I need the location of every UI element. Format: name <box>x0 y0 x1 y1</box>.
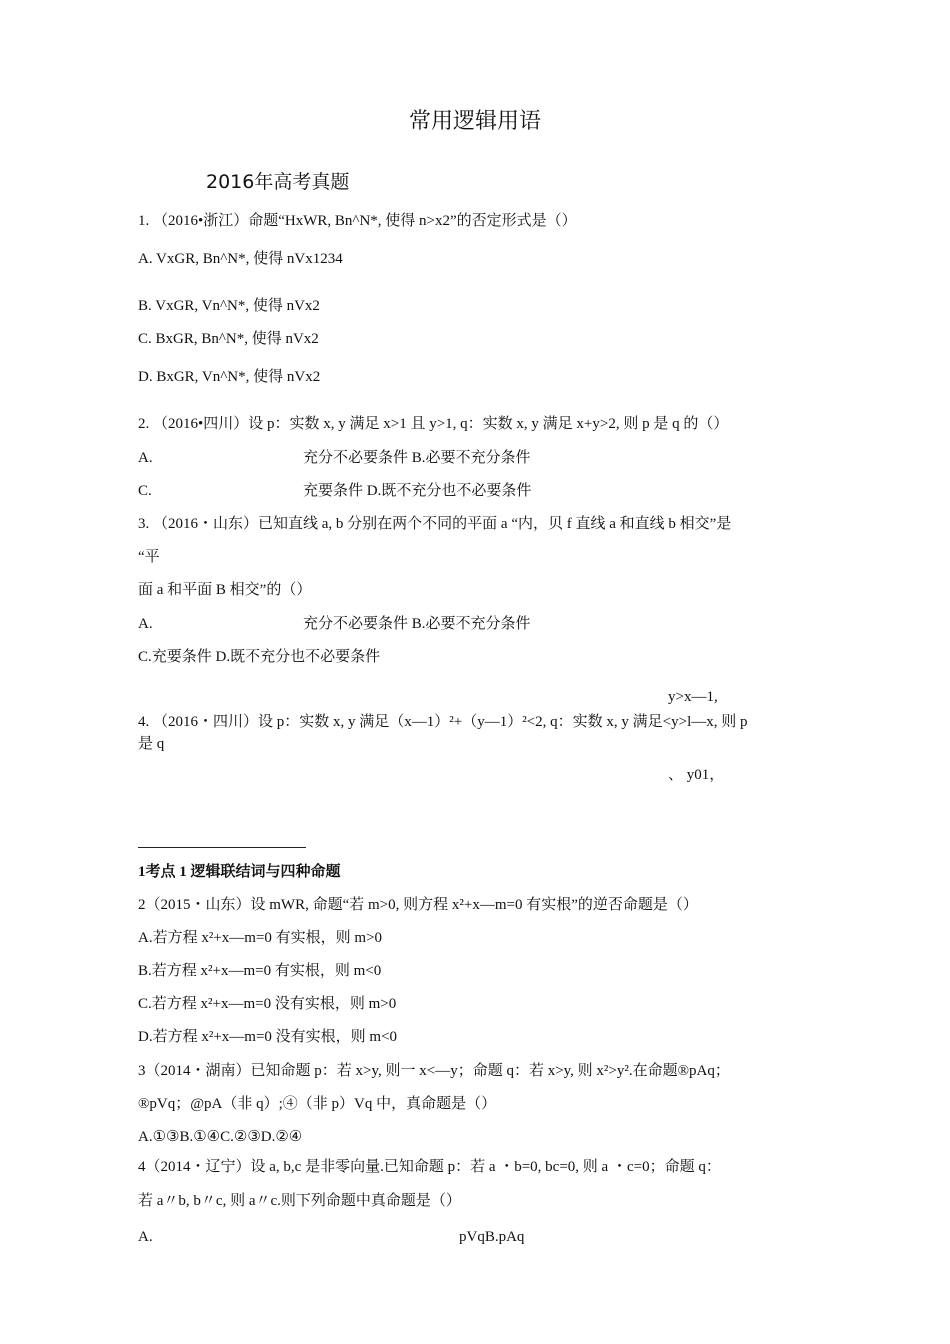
question-3-stem: 3. （2016・山东）已知直线 a, b 分别在两个不同的平面 a “内，贝 f 直线 a 和直线 b 相交”是 <box>138 516 732 532</box>
question-5-stem: 2（2015・山东）设 mWR, 命题“若 m>0, 则方程 x²+x—m=0 有实根”的逆否命题是（） <box>138 897 698 913</box>
question-7-option-a-text: pVqB.pAq <box>459 1229 525 1245</box>
question-3-option-a-letter: A. <box>138 616 153 632</box>
question-7-stem-cont: 若 a〃b, b〃c, 则 a〃c.则下列命题中真命题是（） <box>138 1193 461 1209</box>
question-1-option-d: D. BxGR, Vn^N*, 使得 nVx2 <box>138 369 321 385</box>
question-1-option-c: C. BxGR, Bn^N*, 使得 nVx2 <box>138 331 319 347</box>
question-3-stem-wrap: “平 <box>138 549 160 565</box>
question-4-stem-wrap: 是 q <box>138 736 165 752</box>
question-3-stem-cont: 面 a 和平面 B 相交”的（） <box>138 582 312 598</box>
question-5-option-b: B.若方程 x²+x—m=0 有实根，则 m<0 <box>138 963 382 979</box>
page-title: 常用逻辑用语 <box>408 109 541 134</box>
footnote-divider <box>138 847 306 848</box>
question-1-stem: 1. （2016•浙江）命题“HxWR, Bn^N*, 使得 n>x2”的否定形式是（） <box>138 213 577 229</box>
question-6-stem-cont: ®pVq；@pA（非 q）;④（非 p）Vq 中，真命题是（） <box>138 1096 497 1112</box>
question-3-option-a-text: 充分不必要条件 B.必要不充分条件 <box>303 616 531 632</box>
question-7-stem: 4（2014・辽宁）设 a, b,c 是非零向量.已知命题 p：若 a ・b=0, bc=0, 则 a ・c=0；命题 q： <box>138 1159 721 1175</box>
question-4-system-line-3: 、 y01， <box>668 767 725 783</box>
question-6-options: A.①③B.①④C.②③D.②④ <box>138 1129 303 1145</box>
question-7-option-a-letter: A. <box>138 1229 153 1245</box>
question-1-option-a: A. VxGR, Bn^N*, 使得 nVx1234 <box>138 251 343 267</box>
section-heading: 2016年高考真题 <box>206 171 350 193</box>
question-4-stem: 4. （2016・四川）设 p：实数 x, y 满足（x—1）²+（y—1）²<2, q：实数 x, y 满足<y>l—x, 则 p <box>138 714 748 730</box>
question-6-stem: 3（2014・湖南）已知命题 p：若 x>y, 则一 x<—y；命题 q：若 x>y, 则 x²>y².在命题®pAq； <box>138 1063 730 1079</box>
question-2-stem: 2. （2016•四川）设 p：实数 x, y 满足 x>1 且 y>1, q：实数 x, y 满足 x+y>2, 则 p 是 q 的（） <box>138 416 729 432</box>
question-3-option-c: C.充要条件 D.既不充分也不必要条件 <box>138 649 381 665</box>
question-2-option-c-letter: C. <box>138 483 152 499</box>
question-4-system-line-1: y>x—1, <box>668 689 718 705</box>
question-1-option-b: B. VxGR, Vn^N*, 使得 nVx2 <box>138 298 320 314</box>
question-5-option-a: A.若方程 x²+x—m=0 有实根，则 m>0 <box>138 930 383 946</box>
topic-heading: 1考点 1 逻辑联结词与四种命题 <box>138 864 341 880</box>
question-5-option-c: C.若方程 x²+x—m=0 没有实根，则 m>0 <box>138 996 397 1012</box>
question-2-option-a-letter: A. <box>138 450 153 466</box>
question-5-option-d: D.若方程 x²+x—m=0 没有实根，则 m<0 <box>138 1029 398 1045</box>
question-2-option-c-text: 充要条件 D.既不充分也不必要条件 <box>303 483 532 499</box>
question-2-option-a-text: 充分不必要条件 B.必要不充分条件 <box>303 450 531 466</box>
